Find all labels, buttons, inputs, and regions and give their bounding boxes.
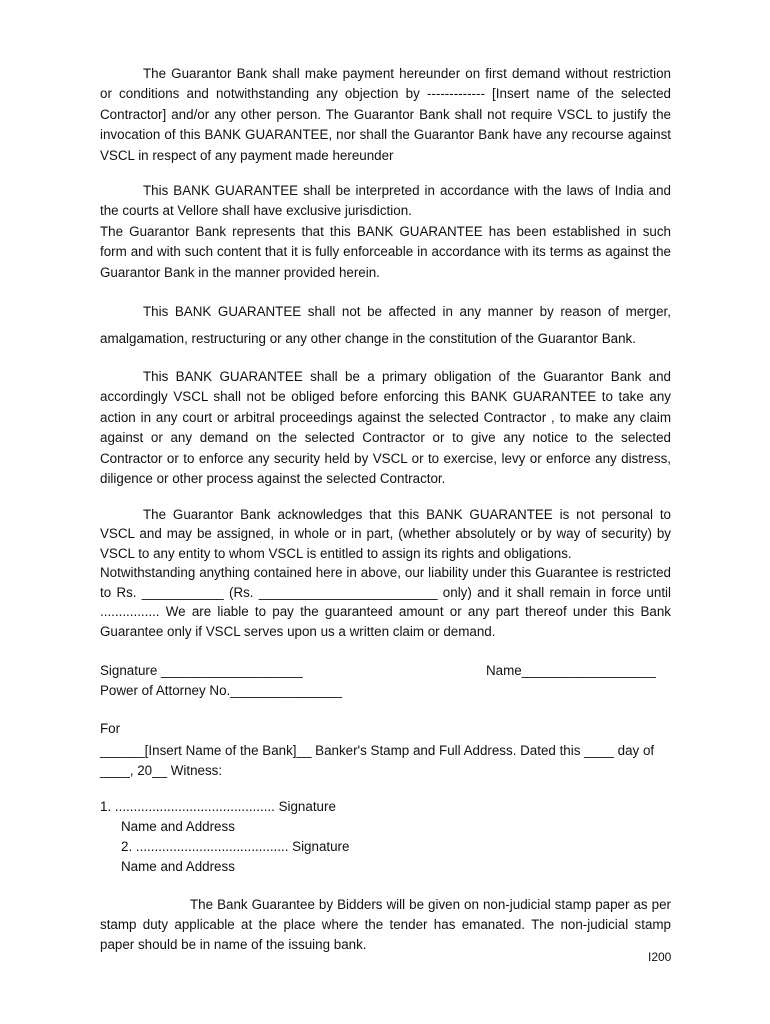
witness-date-line: ____, 20__ Witness: xyxy=(100,762,223,778)
document-body xyxy=(100,64,671,956)
bank-name-line: ______[Insert Name of the Bank]__ Banker's Stamp and Full Address. Dated this ____ day of xyxy=(100,742,655,758)
paragraph-payment-on-demand: The Guarantor Bank shall make payment hereunder on first demand without restriction or conditions and notwithstanding any objection by ------------- [Insert name of the selected Contractor] and/or any other person. The Guarantor Bank shall not require VSCL to justify the invocation of this BANK GUARANTEE, nor shall the Guarantor Bank have any recourse against VSCL in respect of any payment made hereunder xyxy=(100,66,671,163)
witness-1-name-address: Name and Address xyxy=(121,818,235,834)
name-field: Name__________________ xyxy=(486,662,656,678)
page-number: I200 xyxy=(648,950,672,964)
witness-1-signature: 1. ........................................... Signature xyxy=(100,798,336,814)
stamp-paper-note: The Bank Guarantee by Bidders will be given on non-judicial stamp paper as per stamp duty applicable at the place where the tender has emanated. The non-judicial stamp paper should be in name of the issuing bank. xyxy=(100,896,671,953)
paragraph-jurisdiction: This BANK GUARANTEE shall be interpreted in accordance with the laws of India and the courts at Vellore shall have exclusive jurisdiction. xyxy=(100,183,671,219)
signature-row xyxy=(100,660,671,681)
power-of-attorney-field: Power of Attorney No._______________ xyxy=(100,682,342,698)
paragraph-assignment: The Guarantor Bank acknowledges that this BANK GUARANTEE is not personal to VSCL and may be assigned, in whole or in part, (whether absolutely or by way of security) by VSCL to any entity to whom VSCL is entitled to assign its rights and obligations. xyxy=(100,506,671,561)
paragraph-enforceability: The Guarantor Bank represents that this BANK GUARANTEE has been established in such form and with such content that it is fully enforceable in accordance with its terms as against the Guarantor Bank in the manner provided herein. xyxy=(100,223,671,280)
paragraph-primary-obligation: This BANK GUARANTEE shall be a primary obligation of the Guarantor Bank and accordingly VSCL shall not be obliged before enforcing this BANK GUARANTEE to take any action in any court or arbitral proceedings against the selected Contractor , to make any claim against or any demand on the selected Contractor or to give any notice to the selected Contractor or to enforce any security held by VSCL or to exercise, levy or enforce any distress, diligence or other process against the selected Contractor. xyxy=(100,369,671,487)
for-label: For xyxy=(100,720,121,736)
witness-2-signature: 2. ......................................... Signature xyxy=(121,838,350,854)
signature-field: Signature ___________________ xyxy=(100,662,303,678)
paragraph-liability: Notwithstanding anything contained here in above, our liability under this Guarantee is restricted to Rs. ___________ (Rs. ________________________ only) and it shall remain in force until ................ We are liable to pay the guaranteed amount or any part thereof under this Bank Guarantee only if VSCL serves upon us a written claim or demand. xyxy=(100,565,671,640)
paragraph-merger: This BANK GUARANTEE shall not be affected in any manner by reason of merger, amalgamation, restructuring or any other change in the constitution of the Guarantor Bank. xyxy=(100,304,671,347)
witness-2-name-address: Name and Address xyxy=(121,858,235,874)
